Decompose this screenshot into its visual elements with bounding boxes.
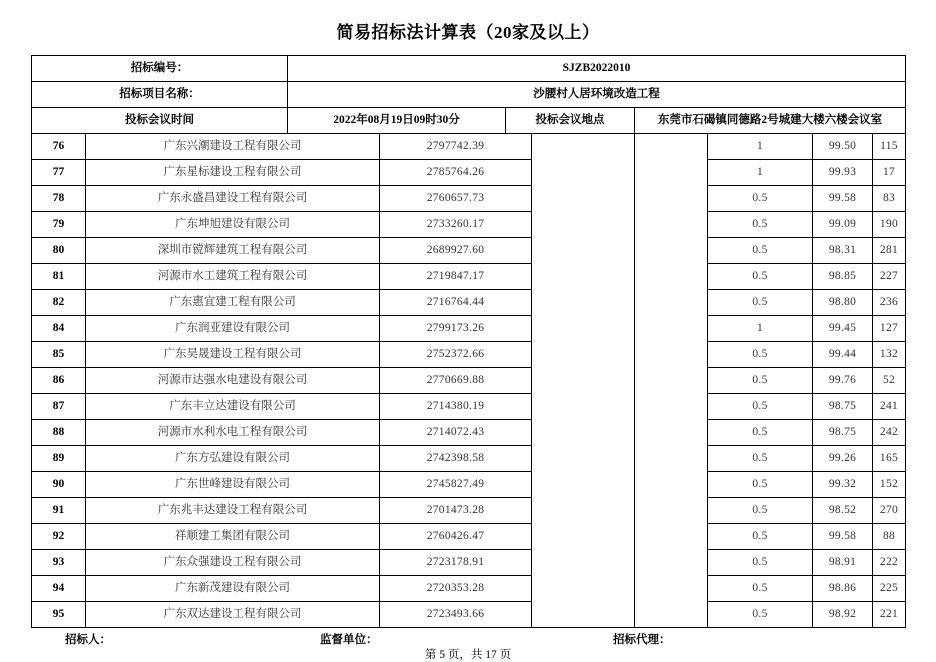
page-footer bbox=[0, 614, 936, 662]
score-value: 98.80 bbox=[813, 290, 873, 316]
table-row bbox=[32, 498, 906, 524]
bidder-name: 广东永盛昌建设工程有限公司 bbox=[86, 186, 380, 212]
bid-amount: 2733260.17 bbox=[380, 212, 532, 238]
bid-amount: 2742398.58 bbox=[380, 446, 532, 472]
header-row-tender-no bbox=[32, 56, 906, 82]
score-value: 99.58 bbox=[813, 524, 873, 550]
project-name-label: 招标项目名称： bbox=[32, 82, 288, 108]
table-row bbox=[32, 576, 906, 602]
row-index: 87 bbox=[32, 394, 86, 420]
page-title: 简易招标法计算表（20家及以上） bbox=[336, 23, 600, 42]
score-value: 99.93 bbox=[813, 160, 873, 186]
table-row bbox=[32, 394, 906, 420]
weight-value: 0.5 bbox=[708, 342, 813, 368]
bidder-name: 广东星标建设工程有限公司 bbox=[86, 160, 380, 186]
row-index: 84 bbox=[32, 316, 86, 342]
bid-amount: 2720353.28 bbox=[380, 576, 532, 602]
meeting-place-value: 东莞市石碣镇同德路2号城建大楼六楼会议室 bbox=[635, 108, 906, 134]
rank-value: 88 bbox=[873, 524, 906, 550]
rank-value: 165 bbox=[873, 446, 906, 472]
score-value: 98.85 bbox=[813, 264, 873, 290]
row-index: 77 bbox=[32, 160, 86, 186]
rank-value: 152 bbox=[873, 472, 906, 498]
tender-no-label: 招标编号： bbox=[32, 56, 288, 82]
table-row bbox=[32, 420, 906, 446]
blank-column-a bbox=[532, 134, 635, 628]
score-value: 98.91 bbox=[813, 550, 873, 576]
table-row bbox=[32, 212, 906, 238]
header-row-project-name bbox=[32, 82, 906, 108]
rank-value: 221 bbox=[873, 602, 906, 628]
bid-amount: 2701473.28 bbox=[380, 498, 532, 524]
bidder-name: 河源市水工建筑工程有限公司 bbox=[86, 264, 380, 290]
row-index: 78 bbox=[32, 186, 86, 212]
weight-value: 0.5 bbox=[708, 446, 813, 472]
score-value: 98.75 bbox=[813, 420, 873, 446]
score-value: 99.58 bbox=[813, 186, 873, 212]
rank-value: 241 bbox=[873, 394, 906, 420]
score-value: 99.32 bbox=[813, 472, 873, 498]
weight-value: 0.5 bbox=[708, 420, 813, 446]
row-index: 88 bbox=[32, 420, 86, 446]
bid-amount: 2716764.44 bbox=[380, 290, 532, 316]
rank-value: 222 bbox=[873, 550, 906, 576]
table-row bbox=[32, 264, 906, 290]
meeting-time-value: 2022年08月19日09时30分 bbox=[288, 108, 506, 134]
bid-amount: 2723493.66 bbox=[380, 602, 532, 628]
supervisor-label: 监督单位： bbox=[320, 634, 378, 646]
weight-value: 0.5 bbox=[708, 498, 813, 524]
bidder-name: 广东兆丰达建设工程有限公司 bbox=[86, 498, 380, 524]
bidder-name: 广东兴潮建设工程有限公司 bbox=[86, 134, 380, 160]
row-index: 86 bbox=[32, 368, 86, 394]
bidder-name: 广东方弘建设有限公司 bbox=[86, 446, 380, 472]
table-row bbox=[32, 368, 906, 394]
weight-value: 0.5 bbox=[708, 576, 813, 602]
bid-amount: 2745827.49 bbox=[380, 472, 532, 498]
bidder-name: 广东丰立达建设有限公司 bbox=[86, 394, 380, 420]
rank-value: 236 bbox=[873, 290, 906, 316]
rank-value: 227 bbox=[873, 264, 906, 290]
rank-value: 270 bbox=[873, 498, 906, 524]
weight-value: 0.5 bbox=[708, 212, 813, 238]
weight-value: 0.5 bbox=[708, 238, 813, 264]
table-row bbox=[32, 550, 906, 576]
page-number: 第 5 页，共 17 页 bbox=[424, 649, 512, 661]
bidder-name: 广东润亚建设有限公司 bbox=[86, 316, 380, 342]
table-row bbox=[32, 134, 906, 160]
bid-amount: 2719847.17 bbox=[380, 264, 532, 290]
bidder-name: 广东双达建设工程有限公司 bbox=[86, 602, 380, 628]
score-value: 98.86 bbox=[813, 576, 873, 602]
row-index: 85 bbox=[32, 342, 86, 368]
meeting-place-label: 投标会议地点 bbox=[506, 108, 635, 134]
table-row bbox=[32, 238, 906, 264]
score-value: 98.52 bbox=[813, 498, 873, 524]
bid-amount: 2714072.43 bbox=[380, 420, 532, 446]
table-row bbox=[32, 524, 906, 550]
rank-value: 52 bbox=[873, 368, 906, 394]
score-value: 98.75 bbox=[813, 394, 873, 420]
bid-amount: 2714380.19 bbox=[380, 394, 532, 420]
tenderer-label: 招标人： bbox=[65, 634, 111, 646]
bidder-name: 祥顺建工集团有限公司 bbox=[86, 524, 380, 550]
bidder-name: 广东世峰建设有限公司 bbox=[86, 472, 380, 498]
rank-value: 225 bbox=[873, 576, 906, 602]
bid-amount: 2752372.66 bbox=[380, 342, 532, 368]
rank-value: 127 bbox=[873, 316, 906, 342]
rank-value: 83 bbox=[873, 186, 906, 212]
meeting-time-label: 投标会议时间 bbox=[32, 108, 288, 134]
bid-amount: 2785764.26 bbox=[380, 160, 532, 186]
blank-column-b bbox=[635, 134, 708, 628]
score-value: 98.31 bbox=[813, 238, 873, 264]
weight-value: 0.5 bbox=[708, 394, 813, 420]
weight-value: 0.5 bbox=[708, 186, 813, 212]
rank-value: 242 bbox=[873, 420, 906, 446]
row-index: 81 bbox=[32, 264, 86, 290]
weight-value: 1 bbox=[708, 160, 813, 186]
tender-no-value: SJZB2022010 bbox=[288, 56, 906, 82]
weight-value: 0.5 bbox=[708, 524, 813, 550]
rank-value: 17 bbox=[873, 160, 906, 186]
weight-value: 0.5 bbox=[708, 290, 813, 316]
bidder-name: 广东惠宜建工程有限公司 bbox=[86, 290, 380, 316]
table-body bbox=[32, 56, 906, 134]
score-value: 99.09 bbox=[813, 212, 873, 238]
rank-value: 132 bbox=[873, 342, 906, 368]
score-value: 99.76 bbox=[813, 368, 873, 394]
row-index: 90 bbox=[32, 472, 86, 498]
project-name-value: 沙腰村人居环境改造工程 bbox=[288, 82, 906, 108]
table-row bbox=[32, 342, 906, 368]
score-value: 99.50 bbox=[813, 134, 873, 160]
row-index: 95 bbox=[32, 602, 86, 628]
row-index: 82 bbox=[32, 290, 86, 316]
bidder-name: 广东众强建设工程有限公司 bbox=[86, 550, 380, 576]
row-index: 94 bbox=[32, 576, 86, 602]
header-row-meeting bbox=[32, 108, 906, 134]
table-row bbox=[32, 290, 906, 316]
bid-amount: 2797742.39 bbox=[380, 134, 532, 160]
bid-amount: 2799173.26 bbox=[380, 316, 532, 342]
weight-value: 0.5 bbox=[708, 368, 813, 394]
table-row bbox=[32, 186, 906, 212]
bid-amount: 2760426.47 bbox=[380, 524, 532, 550]
row-index: 91 bbox=[32, 498, 86, 524]
score-value: 99.26 bbox=[813, 446, 873, 472]
row-index: 92 bbox=[32, 524, 86, 550]
score-value: 99.45 bbox=[813, 316, 873, 342]
table-row bbox=[32, 472, 906, 498]
rank-value: 281 bbox=[873, 238, 906, 264]
table-row bbox=[32, 446, 906, 472]
bidder-name: 河源市达强水电建设有限公司 bbox=[86, 368, 380, 394]
bid-calculation-table bbox=[31, 55, 906, 628]
bidder-name: 广东昊晟建设工程有限公司 bbox=[86, 342, 380, 368]
row-index: 79 bbox=[32, 212, 86, 238]
bidder-name: 广东坤旭建设有限公司 bbox=[86, 212, 380, 238]
bid-amount: 2689927.60 bbox=[380, 238, 532, 264]
bidder-name: 深圳市镋辉建筑工程有限公司 bbox=[86, 238, 380, 264]
bid-rows bbox=[32, 134, 906, 628]
bid-amount: 2760657.73 bbox=[380, 186, 532, 212]
weight-value: 0.5 bbox=[708, 602, 813, 628]
score-value: 98.92 bbox=[813, 602, 873, 628]
weight-value: 0.5 bbox=[708, 264, 813, 290]
rank-value: 190 bbox=[873, 212, 906, 238]
agent-label: 招标代理： bbox=[613, 634, 671, 646]
weight-value: 0.5 bbox=[708, 550, 813, 576]
row-index: 80 bbox=[32, 238, 86, 264]
weight-value: 1 bbox=[708, 316, 813, 342]
row-index: 93 bbox=[32, 550, 86, 576]
score-value: 99.44 bbox=[813, 342, 873, 368]
weight-value: 0.5 bbox=[708, 472, 813, 498]
rank-value: 115 bbox=[873, 134, 906, 160]
table-row bbox=[32, 160, 906, 186]
row-index: 89 bbox=[32, 446, 86, 472]
weight-value: 1 bbox=[708, 134, 813, 160]
bid-amount: 2770669.88 bbox=[380, 368, 532, 394]
row-index: 76 bbox=[32, 134, 86, 160]
table-row bbox=[32, 316, 906, 342]
bid-amount: 2723178.91 bbox=[380, 550, 532, 576]
bidder-name: 河源市水利水电工程有限公司 bbox=[86, 420, 380, 446]
bidder-name: 广东新茂建设有限公司 bbox=[86, 576, 380, 602]
